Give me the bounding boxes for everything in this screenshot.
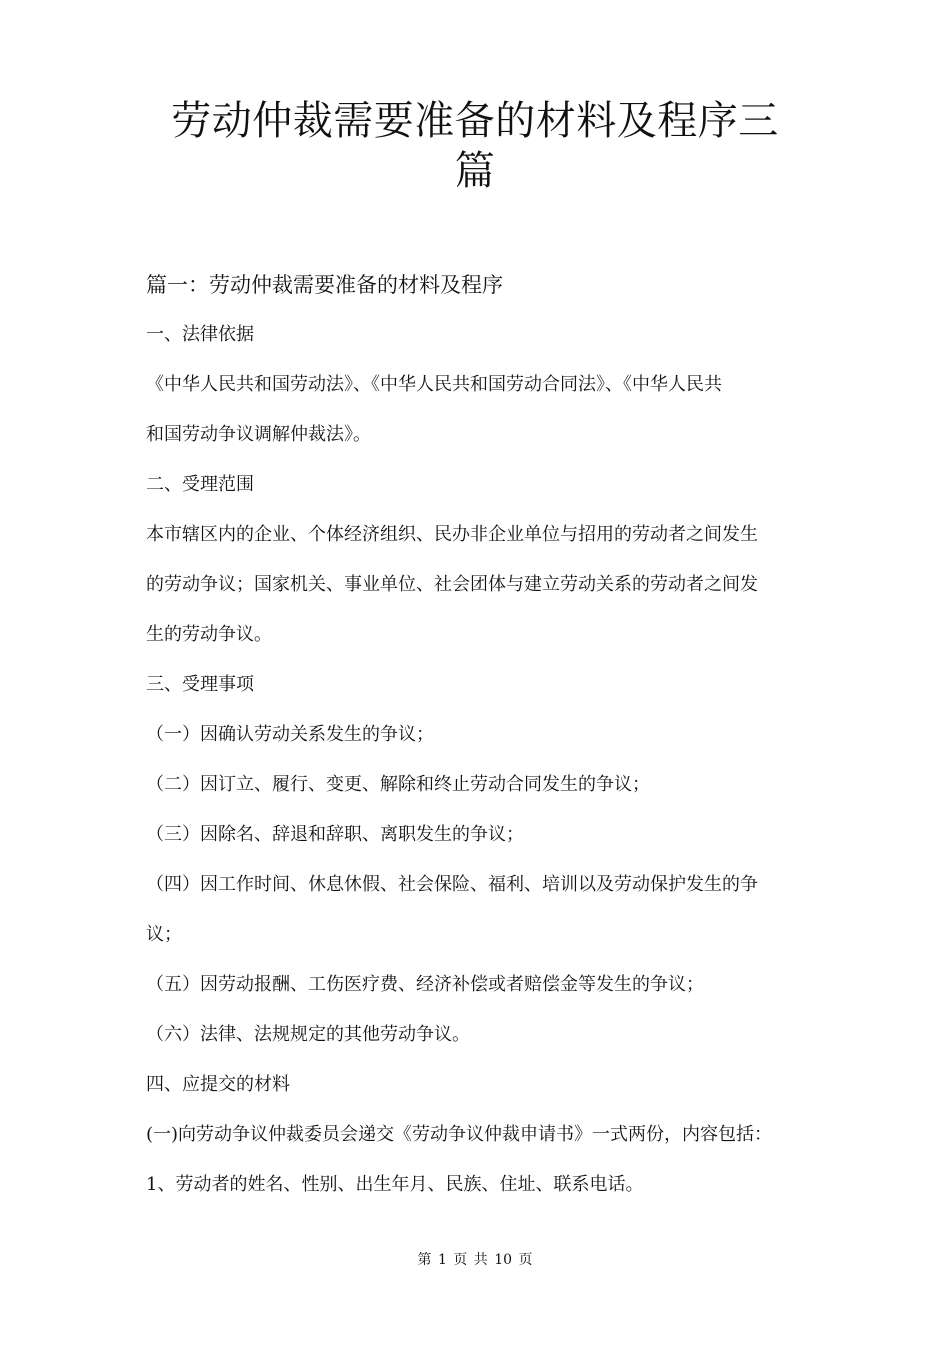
matters-item-1: （一）因确认劳动关系发生的争议； — [146, 724, 434, 745]
title-line-2: 篇 — [454, 148, 496, 194]
matters-item-3: （三）因除名、辞退和辞职、离职发生的争议； — [146, 824, 524, 845]
matters-item-4-line-1: （四）因工作时间、休息休假、社会保险、福利、培训以及劳动保护发生的争 — [146, 874, 758, 895]
section-heading-legal-basis: 一、法律依据 — [146, 324, 254, 345]
document-title — [140, 96, 810, 196]
document-body — [146, 264, 816, 1222]
section-heading-materials: 四、应提交的材料 — [146, 1074, 290, 1095]
title-line-1: 劳动仲裁需要准备的材料及程序三 — [171, 98, 779, 144]
matters-item-4-line-2: 议； — [146, 924, 182, 945]
scope-text-line-2: 的劳动争议；国家机关、事业单位、社会团体与建立劳动关系的劳动者之间发 — [146, 574, 758, 595]
scope-text-line-3: 生的劳动争议。 — [146, 624, 272, 645]
section-heading-matters: 三、受理事项 — [146, 674, 254, 695]
matters-item-6: （六）法律、法规规定的其他劳动争议。 — [146, 1024, 470, 1045]
materials-item-1: 1、劳动者的姓名、性别、出生年月、民族、住址、联系电话。 — [146, 1174, 644, 1195]
legal-basis-text-line-1: 《中华人民共和国劳动法》、《中华人民共和国劳动合同法》、《中华人民共 — [146, 374, 722, 395]
document-subtitle: 篇一：劳动仲裁需要准备的材料及程序 — [146, 273, 503, 297]
legal-basis-text-line-2: 和国劳动争议调解仲裁法》。 — [146, 424, 371, 445]
section-heading-scope: 二、受理范围 — [146, 474, 254, 495]
scope-text-line-1: 本市辖区内的企业、个体经济组织、民办非企业单位与招用的劳动者之间发生 — [146, 524, 758, 545]
matters-item-2: （二）因订立、履行、变更、解除和终止劳动合同发生的争议； — [146, 774, 650, 795]
matters-item-5: （五）因劳动报酬、工伤医疗费、经济补偿或者赔偿金等发生的争议； — [146, 974, 704, 995]
page-footer: 第 1 页 共 10 页 — [417, 1252, 533, 1268]
materials-text: (一)向劳动争议仲裁委员会递交《劳动争议仲裁申请书》一式两份，内容包括： — [146, 1124, 773, 1145]
